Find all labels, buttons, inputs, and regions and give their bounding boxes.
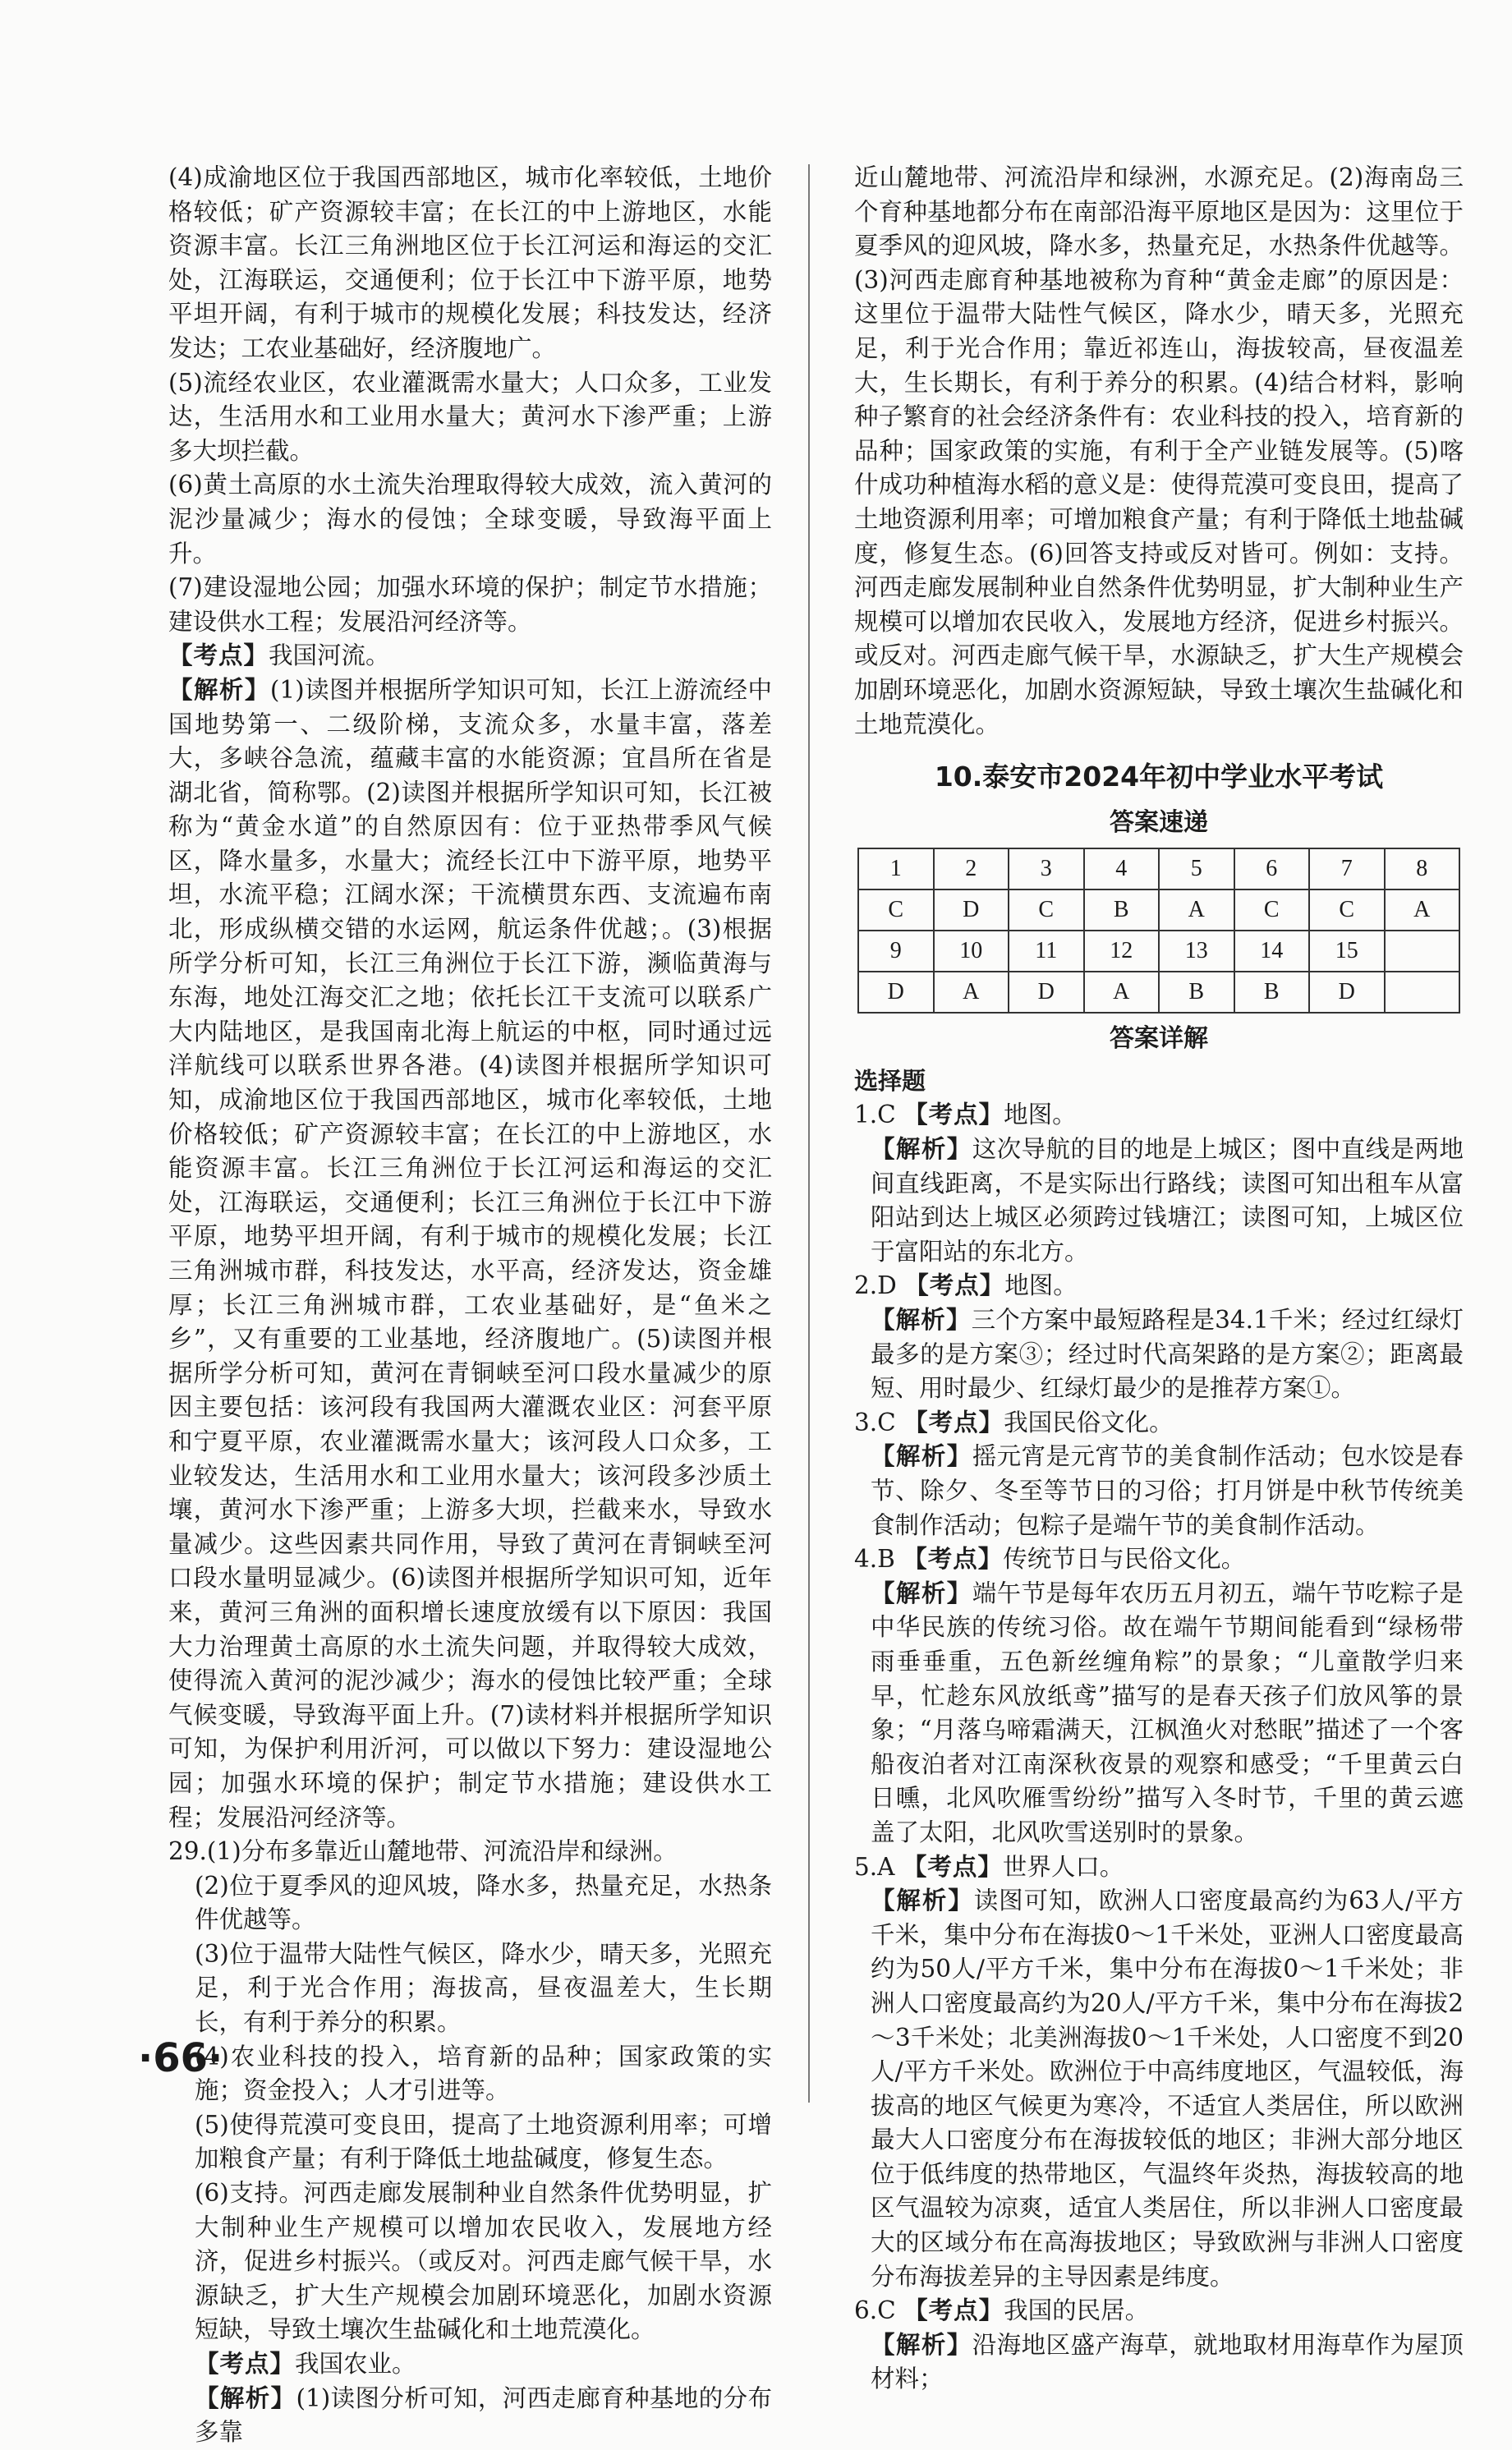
jiexi-text: 读图可知，欧洲人口密度最高约为63人/平方千米，集中分布在海拔0～1千米处，亚洲人口密度最高约为50人/平方千米，集中分布在海拔0～1千米处；非洲人口密度最高约为20人/平方千米，集中分布在海拔2～3千米处；北美洲海拔0～1千米处，人口密度不到20人/平方千米处。欧洲位于中高纬度地区，气温较低，海拔高的地区气候更为寒冷，不适宜人类居住，所以欧洲最大人口密度分布在海拔较低的地区；非洲大部分地区位于低纬度的热带地区，气温终年炎热，海拔较高的地区气温较为凉爽，适宜人类居住，所以非洲人口密度最大的区域分布在高海拔地区；导致欧洲与非洲人口密度分布海拔差异的主导因素是纬度。 <box>871 1887 1464 2291</box>
page-number: ·66· <box>138 2035 223 2081</box>
section-title: 10.泰安市2024年初中学业水平考试 <box>934 761 1384 793</box>
answer-29-1: 29.(1)分布多靠近山麓地带、河流沿岸和绿洲。 <box>168 1837 678 1866</box>
table-cell: 13 <box>1159 931 1234 972</box>
q2-head <box>854 1269 1464 1303</box>
jiexi-29 <box>168 2382 772 2450</box>
kaodian-text: 我国农业。 <box>295 2350 416 2378</box>
jiexi-tag: 【解析】 <box>871 1887 974 1915</box>
table-cell: 11 <box>1009 931 1084 972</box>
table-row <box>858 889 1459 931</box>
kaodian-text: 传统节日与民俗文化。 <box>1003 1545 1246 1574</box>
table-cell: A <box>1385 889 1460 931</box>
q1-jiexi <box>854 1133 1464 1269</box>
table-cell: D <box>858 972 934 1013</box>
left-column <box>168 161 772 2450</box>
kaodian-text: 世界人口。 <box>1002 1852 1124 1881</box>
kaodian-tag: 【考点】 <box>904 1271 1005 1300</box>
answer-28-7: (7)建设湿地公园；加强水环境的保护；制定节水措施；建设供水工程；发展沿河经济等。 <box>168 573 772 636</box>
jiexi-text: 摇元宵是元宵节的美食制作活动；包水饺是春节、除夕、冬至等节日的习俗；打月饼是中秋节传统美食制作活动；包粽子是端午节的美食制作活动。 <box>871 1442 1464 1539</box>
table-cell: C <box>1309 889 1385 931</box>
table-cell: D <box>1009 972 1084 1013</box>
q-number: 4.B <box>854 1545 895 1574</box>
table-row <box>858 848 1459 889</box>
q-number: 1.C <box>854 1101 896 1129</box>
answer-29-2: (2)位于夏季风的迎风坡，降水多，热量充足，水热条件优越等。 <box>195 1871 772 1934</box>
kaodian-tag: 【考点】 <box>903 2296 1004 2325</box>
jiexi-text: 三个方案中最短路程是34.1千米；经过红绿灯最多的是方案③；经过时代高架路的是方案②；距离最短、用时最少、红绿灯最少的是推荐方案①。 <box>871 1306 1464 1403</box>
q4-head <box>854 1542 1464 1577</box>
jiexi-28 <box>168 673 772 1835</box>
table-cell: 14 <box>1234 931 1310 972</box>
kaodian-text: 我国民俗文化。 <box>1004 1408 1174 1436</box>
table-cell: D <box>1309 972 1385 1013</box>
table-row <box>858 972 1459 1013</box>
kaodian-tag: 【考点】 <box>168 641 269 670</box>
table-cell: A <box>1084 972 1160 1013</box>
kaodian-text: 地图。 <box>1004 1101 1077 1129</box>
jiexi-tag: 【解析】 <box>195 2383 296 2412</box>
kaodian-text: 我国的民居。 <box>1004 2296 1150 2325</box>
table-cell: 7 <box>1309 848 1385 889</box>
detail-title: 答案详解 <box>1110 1024 1208 1054</box>
answer-table <box>857 848 1460 1014</box>
quick-answer-title: 答案速递 <box>1110 807 1208 837</box>
answer-29-5: (5)使得荒漠可变良田，提高了土地资源利用率；可增加粮食产量；有利于降低土地盐碱度，修复生态。 <box>195 2110 772 2173</box>
table-cell: D <box>934 889 1009 931</box>
answer-29-4: (4)农业科技的投入，培育新的品种；国家政策的实施；资金投入；人才引进等。 <box>195 2042 772 2105</box>
kaodian-28 <box>168 639 772 673</box>
kaodian-tag: 【考点】 <box>903 1545 1004 1574</box>
answer-28-4: (4)成渝地区位于我国西部地区，城市化率较低，土地价格较低；矿产资源较丰富；在长江的中上游地区，水能资源丰富。长江三角洲地区位于长江河运和海运的交汇处，江海联运，交通便利；位于长江中下游平原，地势平坦开阔，有利于城市的规模化发展；科技发达，经济发达；工农业基础好，经济腹地广。 <box>168 163 772 362</box>
jiexi-tag: 【解析】 <box>871 1135 972 1164</box>
table-cell: 8 <box>1385 848 1460 889</box>
jiexi-text: 这次导航的目的地是上城区；图中直线是两地间直线距离，不是实际出行路线；读图可知出租车从富阳站到达上城区必须跨过钱塘江；读图可知，上城区位于富阳站的东北方。 <box>871 1135 1464 1266</box>
jiexi-text: 沿海地区盛产海草，就地取材用海草作为屋顶材料； <box>871 2330 1464 2393</box>
q-number: 6.C <box>854 2296 896 2325</box>
table-row <box>858 931 1459 972</box>
table-cell: 15 <box>1309 931 1385 972</box>
jiexi-tag: 【解析】 <box>871 1306 972 1335</box>
table-cell: C <box>1234 889 1310 931</box>
table-cell: C <box>858 889 934 931</box>
q5-head <box>854 1850 1464 1885</box>
q1-head <box>854 1098 1464 1133</box>
table-cell: C <box>1009 889 1084 931</box>
table-cell <box>1385 972 1460 1013</box>
q3-head <box>854 1406 1464 1441</box>
q5-jiexi <box>854 1884 1464 2294</box>
table-cell: 5 <box>1159 848 1234 889</box>
q6-head <box>854 2294 1464 2328</box>
column-divider <box>808 164 810 2103</box>
kaodian-text: 我国河流。 <box>269 641 390 670</box>
q4-jiexi <box>854 1577 1464 1850</box>
table-cell: 9 <box>858 931 934 972</box>
answer-29-6: (6)支持。河西走廊发展制种业自然条件优势明显，扩大制种业生产规模可以增加农民收入，发展地方经济，促进乡村振兴。（或反对。河西走廊气候干旱，水源缺乏，扩大生产规模会加剧环境恶化，加剧水资源短缺，导致土壤次生盐碱化和土地荒漠化。 <box>195 2179 772 2344</box>
q-number: 3.C <box>854 1408 896 1436</box>
jiexi-text: (1)读图分析可知，河西走廊育种基地的分布多靠 <box>195 2383 772 2447</box>
table-cell: 6 <box>1234 848 1310 889</box>
q-number: 5.A <box>854 1852 895 1881</box>
q-number: 2.D <box>854 1271 897 1300</box>
table-cell: A <box>1159 889 1234 931</box>
jiexi-text: 端午节是每年农历五月初五，端午节吃粽子是中华民族的传统习俗。故在端午节期间能看到“绿杨带雨垂垂重，五色新丝缠角粽”的景象；“儿童散学归来早，忙趁东风放纸鸢”描写的是春天孩子们放风筝的景象；“月落乌啼霜满天，江枫渔火对愁眠”描述了一个客船夜泊者对江南深秋夜景的观察和感受；“千里黄云白日曛，北风吹雁雪纷纷”描写入冬时节，千里的黄云遮盖了太阳，北风吹雪送别时的景象。 <box>871 1579 1464 1846</box>
table-cell <box>1385 931 1460 972</box>
table-cell: 2 <box>934 848 1009 889</box>
table-cell: B <box>1084 889 1160 931</box>
kaodian-tag: 【考点】 <box>902 1852 1003 1881</box>
kaodian-tag: 【考点】 <box>903 1101 1004 1129</box>
jiexi-tag: 【解析】 <box>871 1579 972 1607</box>
jiexi-text: (1)读图并根据所学知识可知，长江上游流经中国地势第一、二级阶梯，支流众多，水量丰富，落差大，多峡谷急流，蕴藏丰富的水能资源；宜昌所在省是湖北省，简称鄂。(2)读图并根据所学知识可知，长江被称为“黄金水道”的自然原因有：位于亚热带季风气候区，降水量多，水量大；流经长江中下游平原，地势平坦，水流平稳；江阔水深；干流横贯东西、支流遍布南北，形成纵横交错的水运网，航运条件优越；。(3)根据所学分析可知，长江三角洲位于长江下游，濒临黄海与东海，地处江海交汇之地；依托长江干支流可以联系广大内陆地区，是我国南北海上航运的中枢，同时通过远洋航线可以联系世界各港。(4)读图并根据所学知识可知，成渝地区位于我国西部地区，城市化率较低，土地价格较低；矿产资源较丰富；在长江的中上游地区，水能资源丰富。长江三角洲位于长江河运和海运的交汇处，江海联运，交通便利；长江三角洲位于长江中下游平原，地势平坦开阔，有利于城市的规模化发展；长江三角洲城市群，科技发达，水平高，经济发达，资金雄厚；长江三角洲城市群，工农业基础好，是“鱼米之乡”，又有重要的工业基地，经济腹地广。(5)读图并根据所学分析可知，黄河在青铜峡至河口段水量减少的原因主要包括：该河段有我国两大灌溉农业区：河套平原和宁夏平原，农业灌溉需水量大；该河段人口众多，工业较发达，生活用水和工业用水量大；该河段多沙质土壤，黄河水下渗严重；上游多大坝，拦截来水，导致水量减少。这些因素共同作用，导致了黄河在青铜峡至河口段水量明显减少。(6)读图并根据所学知识可知，近年来，黄河三角洲的面积增长速度放缓有以下原因：我国大力治理黄土高原的水土流失问题，并取得较大成效，使得流入黄河的泥沙减少；海水的侵蚀比较严重；全球气候变暖，导致海平面上升。(7)读材料并根据所学知识可知，为保护利用沂河，可以做以下努力：建设湿地公园；加强水环境的保护；制定节水措施；建设供水工程；发展沿河经济等。 <box>168 675 772 1832</box>
table-cell: A <box>934 972 1009 1013</box>
table-cell: 1 <box>858 848 934 889</box>
table-cell: B <box>1159 972 1234 1013</box>
kaodian-tag: 【考点】 <box>903 1408 1004 1436</box>
jiexi-tag: 【解析】 <box>168 675 270 704</box>
kaodian-29 <box>168 2347 772 2382</box>
jiexi-29-continued: 近山麓地带、河流沿岸和绿洲，水源充足。(2)海南岛三个育种基地都分布在南部沿海平原地区是因为：这里位于夏季风的迎风坡，降水多，热量充足，水热条件优越等。(3)河西走廊育种基地被称为育种“黄金走廊”的原因是：这里位于温带大陆性气候区，降水少，晴天多，光照充足，利于光合作用；靠近祁连山，海拔较高，昼夜温差大，生长期长，有利于养分的积累。(4)结合材料，影响种子繁育的社会经济条件有：农业科技的投入，培育新的品种；国家政策的实施，有利于全产业链发展等。(5)喀什成功种植海水稻的意义是：使得荒漠可变良田，提高了土地资源利用率；可增加粮食产量；有利于降低土地盐碱度，修复生态。(6)回答支持或反对皆可。例如：支持。河西走廊发展制种业自然条件优势明显，扩大制种业生产规模可以增加农民收入，发展地方经济，促进乡村振兴。或反对。河西走廊气候干旱，水源缺乏，扩大生产规模会加剧环境恶化，加剧水资源短缺，导致土壤次生盐碱化和土地荒漠化。 <box>854 163 1464 738</box>
jiexi-tag: 【解析】 <box>871 2330 972 2359</box>
q6-jiexi <box>854 2328 1464 2397</box>
table-cell: 4 <box>1084 848 1160 889</box>
jiexi-tag: 【解析】 <box>871 1442 972 1471</box>
answer-28-6: (6)黄土高原的水土流失治理取得较大成效，流入黄河的泥沙量减少；海水的侵蚀；全球变暖，导致海平面上升。 <box>168 471 772 568</box>
table-cell: 10 <box>934 931 1009 972</box>
right-column <box>854 161 1464 2397</box>
table-cell: 12 <box>1084 931 1160 972</box>
q3-jiexi <box>854 1440 1464 1542</box>
q2-jiexi <box>854 1303 1464 1406</box>
table-cell: B <box>1234 972 1310 1013</box>
kaodian-tag: 【考点】 <box>195 2350 296 2378</box>
choice-label: 选择题 <box>854 1066 926 1095</box>
answer-28-5: (5)流经农业区，农业灌溉需水量大；人口众多，工业发达，生活用水和工业用水量大；黄河水下渗严重；上游多大坝拦截。 <box>168 368 772 465</box>
kaodian-text: 地图。 <box>1004 1271 1078 1300</box>
table-cell: 3 <box>1009 848 1084 889</box>
answer-29-3: (3)位于温带大陆性气候区，降水少，晴天多，光照充足，利于光合作用；海拔高，昼夜温差大，生长期长，有利于养分的积累。 <box>195 1939 772 2037</box>
